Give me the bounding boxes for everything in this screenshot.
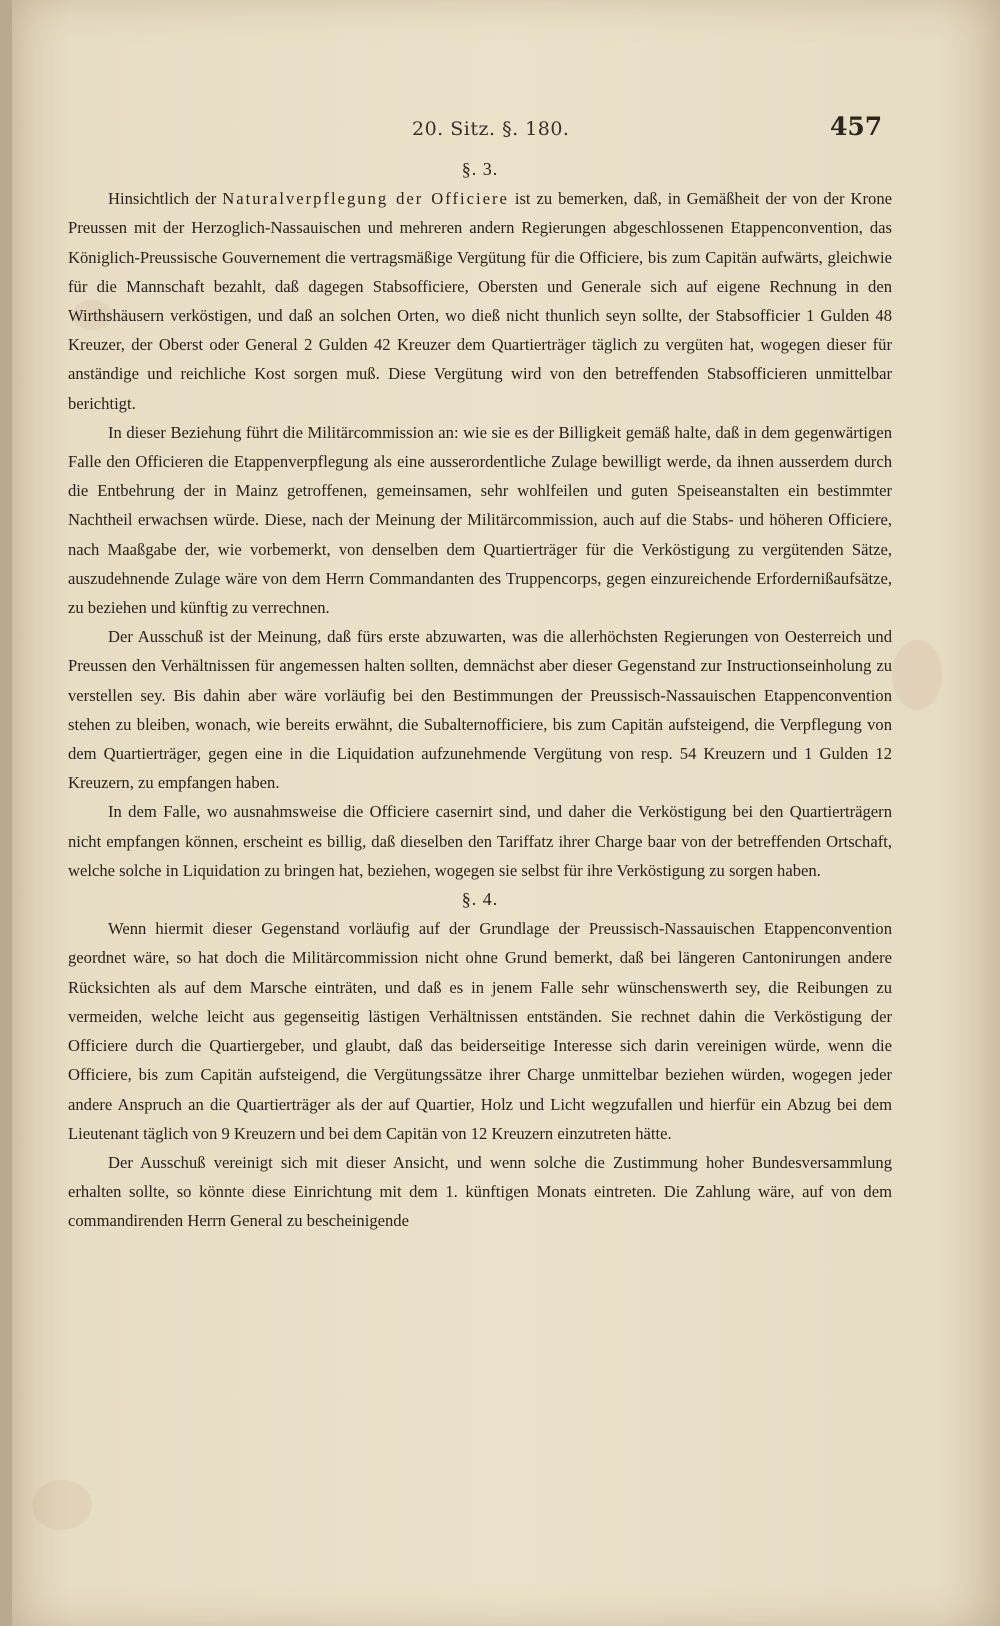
section-heading: §. 3. bbox=[461, 159, 499, 179]
paragraph: Der Ausschuß vereinigt sich mit dieser Ansicht, und wenn solche die Zustimmung hoher Bundesversammlung erhalten sollte, so könnte diese Einrichtung mit dem 1. künftigen Monats eintreten. Die Zahlung wäre, auf von dem commandirenden Herrn General zu bescheinigende bbox=[68, 1152, 892, 1231]
page-number: 457 bbox=[830, 112, 883, 141]
paragraph: Der Ausschuß ist der Meinung, daß fürs erste abzuwarten, was die allerhöchsten Regierungen von Oesterreich und Preussen den Verhältnissen für angemessen halten sollten, demnächst aber dieser Gegenstand zur Instructionseinholung zu verstellen sey. Bis dahin aber wäre vorläufig bei den Bestimmungen der Preussisch-Nassauischen Etappenconvention stehen zu bleiben, wonach, wie bereits erwähnt, die Subalternofficiere, bis zum Capitän aufsteigend, die Verpflegung von dem Quartierträger, gegen eine in die Liquidation aufzunehmende Vergütung von resp. 54 Kreuzern und 1 Gulden 12 Kreuzern, zu empfangen haben. bbox=[68, 627, 892, 793]
paragraph-lead: Hinsichtlich der bbox=[108, 189, 223, 209]
paragraph: In dieser Beziehung führt die Militärcommission an: wie sie es der Billigkeit gemäß halte, daß in dem gegenwärtigen Falle den Officieren die Etappenverpflegung als eine ausserordentliche Zulage bewilligt werde, da ihnen ausserdem durch die Entbehrung der in Mainz getroffenen, gemeinsamen, sehr wohlfeilen und guten Speiseanstalten ein bestimmter Nachtheil erwachsen würde. Diese, nach der Meinung der Militärcommission, auch auf die Stabs- und höheren Officiere, nach Maaßgabe der, wie vorbemerkt, von denselben dem Quartierträger für die Verköstigung zu vergütenden Sätze, auszudehnende Zulage wäre von dem Herrn Commandanten des Truppencorps, gegen einzureichende Erfordernißaufsätze, zu beziehen und künftig zu verrechnen. bbox=[68, 422, 892, 618]
body-text bbox=[68, 155, 892, 1236]
paragraph: In dem Falle, wo ausnahmsweise die Officiere casernirt sind, und daher die Verköstigung bei den Quartierträgern nicht empfangen können, erscheint es billig, daß dieselben den Tariffatz ihrer Charge baar von der betreffenden Ortschaft, welche solche in Liquidation zu bringen hat, beziehen, wogegen sie selbst für ihre Verköstigung zu sorgen haben. bbox=[68, 802, 892, 880]
paragraph bbox=[68, 184, 892, 418]
page-header bbox=[12, 112, 1000, 152]
paper-stain bbox=[892, 640, 942, 710]
spaced-emphasis: Naturalverpflegung der Officiere bbox=[222, 189, 509, 209]
paper-stain bbox=[32, 1480, 92, 1530]
running-head: 20. Sitz. §. 180. bbox=[412, 118, 570, 140]
document-page bbox=[12, 0, 1000, 1626]
paragraph-rest: ist zu bemerken, daß, in Gemäßheit der von der Krone Preussen mit der Herzoglich-Nassauischen und mehreren andern Regierungen abgeschlossenen Etappenconvention, das Königlich-Preussische Gouvernement die vertragsmäßige Vergütung für die Officiere, bis zum Capitän aufwärts, gleichwie für die Mannschaft bezahlt, daß dagegen Stabsofficiere, Obersten und Generale sich auf eigene Rechnung in den Wirthshäusern verköstigen, und daß an solchen Orten, wo dieß nicht thunlich seyn sollte, der Stabsofficier 1 Gulden 48 Kreuzer, der Oberst oder General 2 Gulden 42 Kreuzer dem Quartierträger täglich zu vergüten hat, wogegen dieser für anständige und reichliche Kost sorgen muß. Diese Vergütung wird von den betreffenden Stabsofficieren unmittelbar berichtigt. bbox=[68, 189, 892, 413]
section-heading: §. 4. bbox=[461, 889, 499, 910]
paragraph: Wenn hiermit dieser Gegenstand vorläufig auf der Grundlage der Preussisch-Nassauischen Etappenconvention geordnet wäre, so hat doch die Militärcommission nicht ohne Grund bemerkt, daß bei längeren Cantonirungen andere Rücksichten als auf dem Marsche einträten, und daß es in jenem Falle sehr wünschenswerth sey, die Reibungen zu vermeiden, welche leicht aus gegenseitig lästigen Verhältnissen entständen. Sie rechnet dahin die Verköstigung der Officiere durch die Quartiergeber, und glaubt, daß das beiderseitige Interesse sich darin vereinigen würde, wenn die Officiere, bis zum Capitän aufsteigend, die Vergütungssätze ihrer Charge unmittelbar beziehen würden, wogegen jeder andere Anspruch an die Quartierträger als der auf Quartier, Holz und Licht wegzufallen und hierfür ein Abzug bei dem Lieutenant täglich von 9 Kreuzern und bei dem Capitän von 12 Kreuzern einzutreten hätte. bbox=[68, 919, 892, 1143]
